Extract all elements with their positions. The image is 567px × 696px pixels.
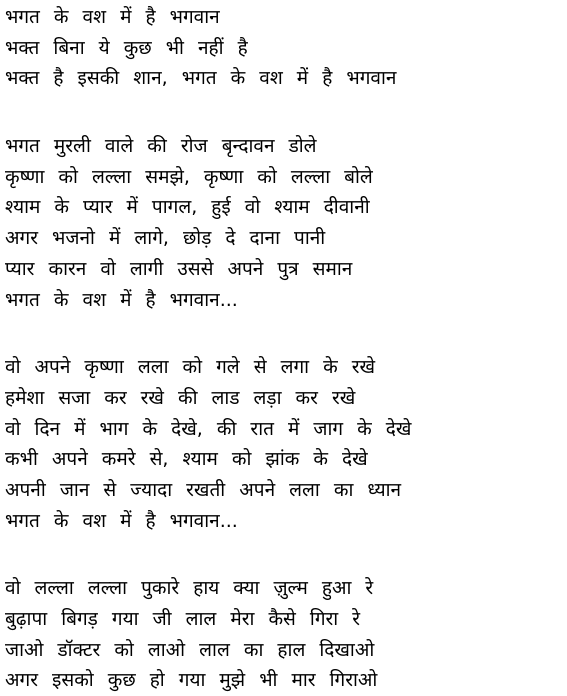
lyric-line: श्याम के प्यार में पागल, हुई वो श्याम दीवानी — [5, 196, 370, 219]
lyric-line: भक्त बिना ये कुछ भी नहीं है — [5, 36, 248, 59]
lyric-line: जाओ डॉक्टर को लाओ लाल का हाल दिखाओ — [5, 638, 375, 661]
lyric-line: भगत के वश में है भगवान — [5, 6, 220, 28]
stanza-4 — [5, 573, 565, 696]
lyric-line: कभी अपने कमरे से, श्याम को झांक के देखे — [5, 448, 368, 471]
lyric-line: प्यार कारन वो लागी उससे अपने पुत्र समान — [5, 257, 353, 280]
lyric-line: भगत मुरली वाले की रोज बृन्दावन डोले — [5, 135, 317, 158]
lyric-line: हमेशा सजा कर रखे की लाड लड़ा कर रखे — [5, 386, 356, 409]
lyric-line: वो अपने कृष्णा लला को गले से लगा के रखे — [5, 356, 376, 379]
lyric-line: अगर भजनो में लागे, छोड़ दे दाना पानी — [5, 227, 326, 250]
lyric-line: वो लल्ला लल्ला पुकारे हाय क्या ज़ुल्म हुआ रे — [5, 577, 374, 600]
lyric-line: अगर इसको कुछ हो गया मुझे भी मार गिराओ — [5, 669, 378, 692]
lyric-line: भक्त है इसकी शान, भगत के वश में है भगवान — [5, 67, 397, 90]
stanza-2 — [5, 131, 565, 315]
lyric-line: वो दिन में भाग के देखे, की रात में जाग के देखे — [5, 417, 412, 440]
refrain-line: भगत के वश में है भगवान... — [5, 288, 238, 311]
stanza-1 — [5, 2, 565, 94]
lyric-line: अपनी जान से ज्यादा रखती अपने लला का ध्यान — [5, 478, 402, 501]
lyric-line: कृष्णा को लल्ला समझे, कृष्णा को लल्ला बोले — [5, 165, 373, 188]
stanza-3 — [5, 352, 565, 536]
lyrics-document — [5, 2, 565, 696]
lyric-line: बुढ़ापा बिगड़ गया जी लाल मेरा कैसे गिरा रे — [5, 608, 361, 630]
refrain-line: भगत के वश में है भगवान... — [5, 509, 238, 532]
